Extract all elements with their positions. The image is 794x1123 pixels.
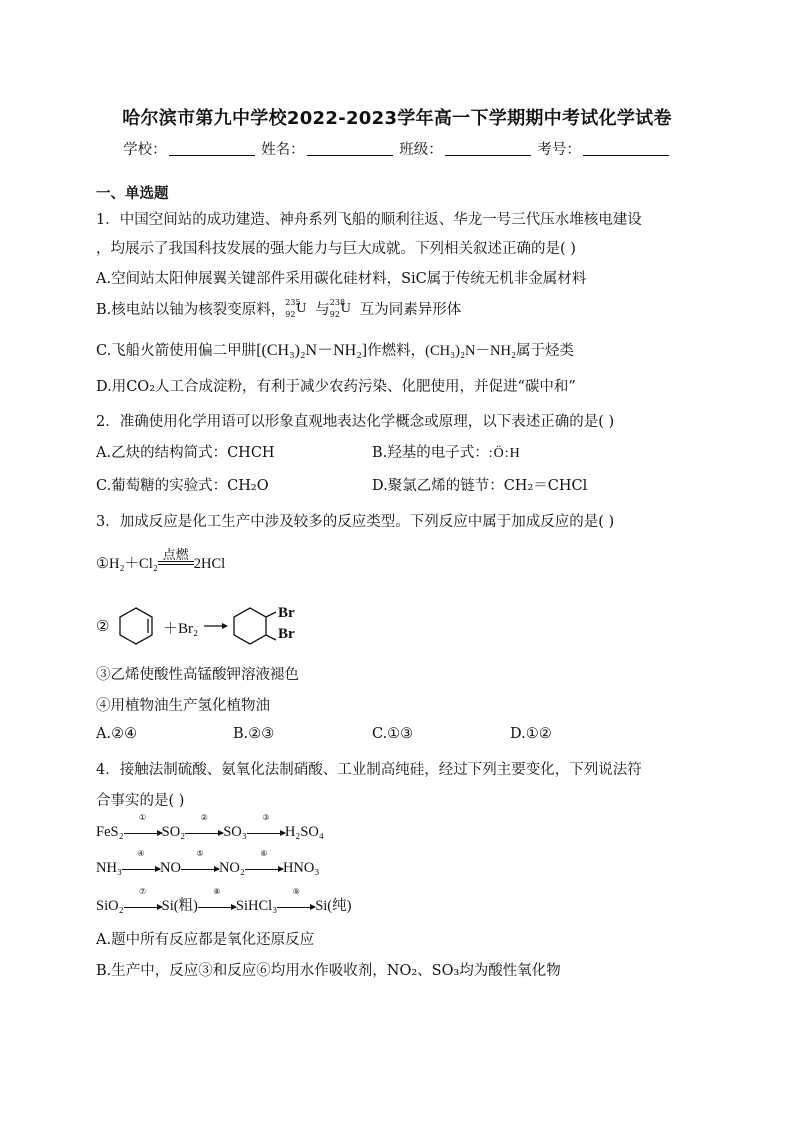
q1-option-b-tail: 互为同素异形体 xyxy=(359,302,462,318)
chain3-species-1: SiO₂ xyxy=(96,898,124,914)
q3-reaction-4: ④用植物油生产氢化植物油 xyxy=(96,698,270,714)
chain3-step-1: ⑦ xyxy=(139,887,147,896)
chain3-step-2: ⑧ xyxy=(213,887,221,896)
bromine-label-2: Br xyxy=(278,626,295,642)
chain1-arrow-1 xyxy=(124,813,162,839)
q1-option-c xyxy=(96,337,574,360)
chain1-step-1: ① xyxy=(139,813,147,822)
q2-options-row1 xyxy=(96,441,275,462)
chain1-arrow-3 xyxy=(247,813,285,839)
q1-option-b-and: 与 xyxy=(315,302,330,318)
chain2-species-1: NH₃ xyxy=(96,860,122,876)
q2-stem: 2．准确使用化学用语可以形象直观地表达化学概念或原理，以下表述正确的是( ) xyxy=(96,414,615,430)
chain1-arrow-2 xyxy=(185,813,223,839)
number-label: 考号： xyxy=(537,142,581,158)
chain2-arrow-3 xyxy=(245,849,283,875)
reaction1-reactants: ①H₂＋Cl₂ xyxy=(96,556,158,572)
chain3-arrow-2 xyxy=(198,887,236,913)
class-blank[interactable] xyxy=(445,141,531,156)
iso2-symbol: U xyxy=(340,301,351,316)
sulfuric-acid-chain xyxy=(96,813,324,841)
q2-option-d: D.聚氯乙烯的链节：CH₂＝CHCl xyxy=(372,478,588,494)
q4-option-a: A.题中所有反应都是氧化还原反应 xyxy=(96,932,315,948)
q3-options xyxy=(96,726,656,746)
q4-stem-line2: 合事实的是( ) xyxy=(96,793,185,809)
chain2-step-1: ④ xyxy=(137,849,145,858)
school-blank[interactable] xyxy=(169,141,255,156)
iso1-symbol: U xyxy=(296,301,307,316)
bromine-reagent: ＋Br₂ xyxy=(163,621,199,637)
reaction2-number: ② xyxy=(96,617,110,635)
iso2-mass: 238 xyxy=(329,298,346,307)
chain1-species-1: FeS₂ xyxy=(96,824,124,840)
student-info-line xyxy=(0,138,794,159)
q1-stem-line1: 1．中国空间站的成功建造、神舟系列飞船的顺利往返、华龙一号三代压水堆核电建设 xyxy=(96,212,642,228)
name-blank[interactable] xyxy=(307,141,393,156)
chain3-species-3: SiHCl₃ xyxy=(235,898,278,914)
uranium-235-symbol xyxy=(285,300,315,318)
uranium-238-symbol xyxy=(330,300,360,318)
chain3-arrow-1 xyxy=(124,887,162,913)
iso1-mass: 235 xyxy=(285,298,301,307)
q2-option-a: A.乙炔的结构简式：CHCH xyxy=(96,445,275,461)
chain2-arrow-2 xyxy=(181,849,219,875)
q1-option-b xyxy=(96,298,461,319)
chain2-species-4: HNO₃ xyxy=(282,860,320,876)
q3-option-d: D.①② xyxy=(510,726,552,742)
chain2-species-3: NO₂ xyxy=(218,860,245,876)
class-label: 班级： xyxy=(399,142,443,158)
ignition-label: 点燃 xyxy=(162,548,189,563)
q1-stem-line2: ，均展示了我国科技发展的强大能力与巨大成就。下列相关叙述正确的是( ) xyxy=(96,241,576,257)
chain2-step-3: ⑥ xyxy=(260,849,268,858)
q2-option-b xyxy=(372,441,521,462)
bromine-label-1: Br xyxy=(278,605,295,621)
chain1-step-3: ③ xyxy=(262,813,270,822)
q1-option-c-tail: 属于烃类 xyxy=(516,343,575,359)
school-label: 学校： xyxy=(123,142,167,158)
dimethylhydrazine-formula: [(CH₃)₂N－NH₂] xyxy=(256,342,368,359)
iso1-atomic: 92 xyxy=(285,310,296,319)
q3-option-a: A.②④ xyxy=(96,726,138,742)
hydroxyl-electron-formula: :Ö:H xyxy=(488,446,521,461)
chain3-step-3: ⑨ xyxy=(292,887,300,896)
q1-option-a: A.空间站太阳伸展翼关键部件采用碳化硅材料，SiC属于传统无机非金属材料 xyxy=(96,271,587,287)
dibromocyclohexane-structure xyxy=(234,608,276,644)
reaction1-product: 2HCl xyxy=(193,556,226,572)
cyclohexene-structure xyxy=(120,608,152,644)
q3-stem: 3．加成反应是化工生产中涉及较多的反应类型。下列反应中属于加成反应的是( ) xyxy=(96,514,615,530)
page-title: 哈尔滨市第九中学校2022-2023学年高一下学期期中考试化学试卷 xyxy=(122,108,672,129)
ignition-condition-arrow xyxy=(158,548,194,565)
chain3-species-2: Si(粗) xyxy=(161,898,198,914)
reaction-arrowhead xyxy=(222,623,228,629)
chain1-species-4: H₂SO₄ xyxy=(284,824,324,840)
chain3-species-4: Si(纯) xyxy=(315,898,352,914)
q1-option-c-mid: 作燃料， xyxy=(367,343,426,359)
chain3-arrow-3 xyxy=(277,887,315,913)
chain1-species-2: SO₂ xyxy=(161,824,186,840)
q3-option-c: C.①③ xyxy=(372,726,414,742)
q3-reaction-1 xyxy=(96,548,226,573)
q3-option-b: B.②③ xyxy=(233,726,275,742)
section-heading: 一、单选题 xyxy=(96,186,169,202)
q1-option-d: D.用CO₂人工合成淀粉，有利于减少农药污染、化肥使用，并促进“碳中和” xyxy=(96,379,576,395)
number-blank[interactable] xyxy=(583,141,669,156)
chain1-step-2: ② xyxy=(200,813,208,822)
q2-option-b-text: B.羟基的电子式： xyxy=(372,445,489,461)
q1-option-c-text: C.飞船火箭使用偏二甲肼 xyxy=(96,343,257,359)
dimethylhydrazine-formula-2: (CH₃)₂N－NH₂ xyxy=(425,343,517,359)
chain2-species-2: NO xyxy=(160,860,181,876)
chain1-species-3: SO₃ xyxy=(223,824,247,840)
q1-option-b-text: B.核电站以铀为核裂变原料， xyxy=(96,302,286,318)
q3-reaction-3: ③乙烯使酸性高锰酸钾溶液褪色 xyxy=(96,667,299,683)
chain2-step-2: ⑤ xyxy=(196,849,204,858)
q4-option-b: B.生产中，反应③和反应⑥均用水作吸收剂，NO₂、SO₃均为酸性氧化物 xyxy=(96,963,561,979)
q2-option-c: C.葡萄糖的实验式：CH₂O xyxy=(96,478,269,494)
nitric-acid-chain xyxy=(96,849,320,877)
chain2-arrow-1 xyxy=(122,849,160,875)
q3-reaction-2 xyxy=(96,604,326,648)
silicon-chain xyxy=(96,887,352,915)
q4-stem-line1: 4．接触法制硫酸、氨氧化法制硝酸、工业制高纯硅，经过下列主要变化，下列说法符 xyxy=(96,762,642,778)
iso2-atomic: 92 xyxy=(329,310,340,319)
name-label: 姓名： xyxy=(261,142,305,158)
